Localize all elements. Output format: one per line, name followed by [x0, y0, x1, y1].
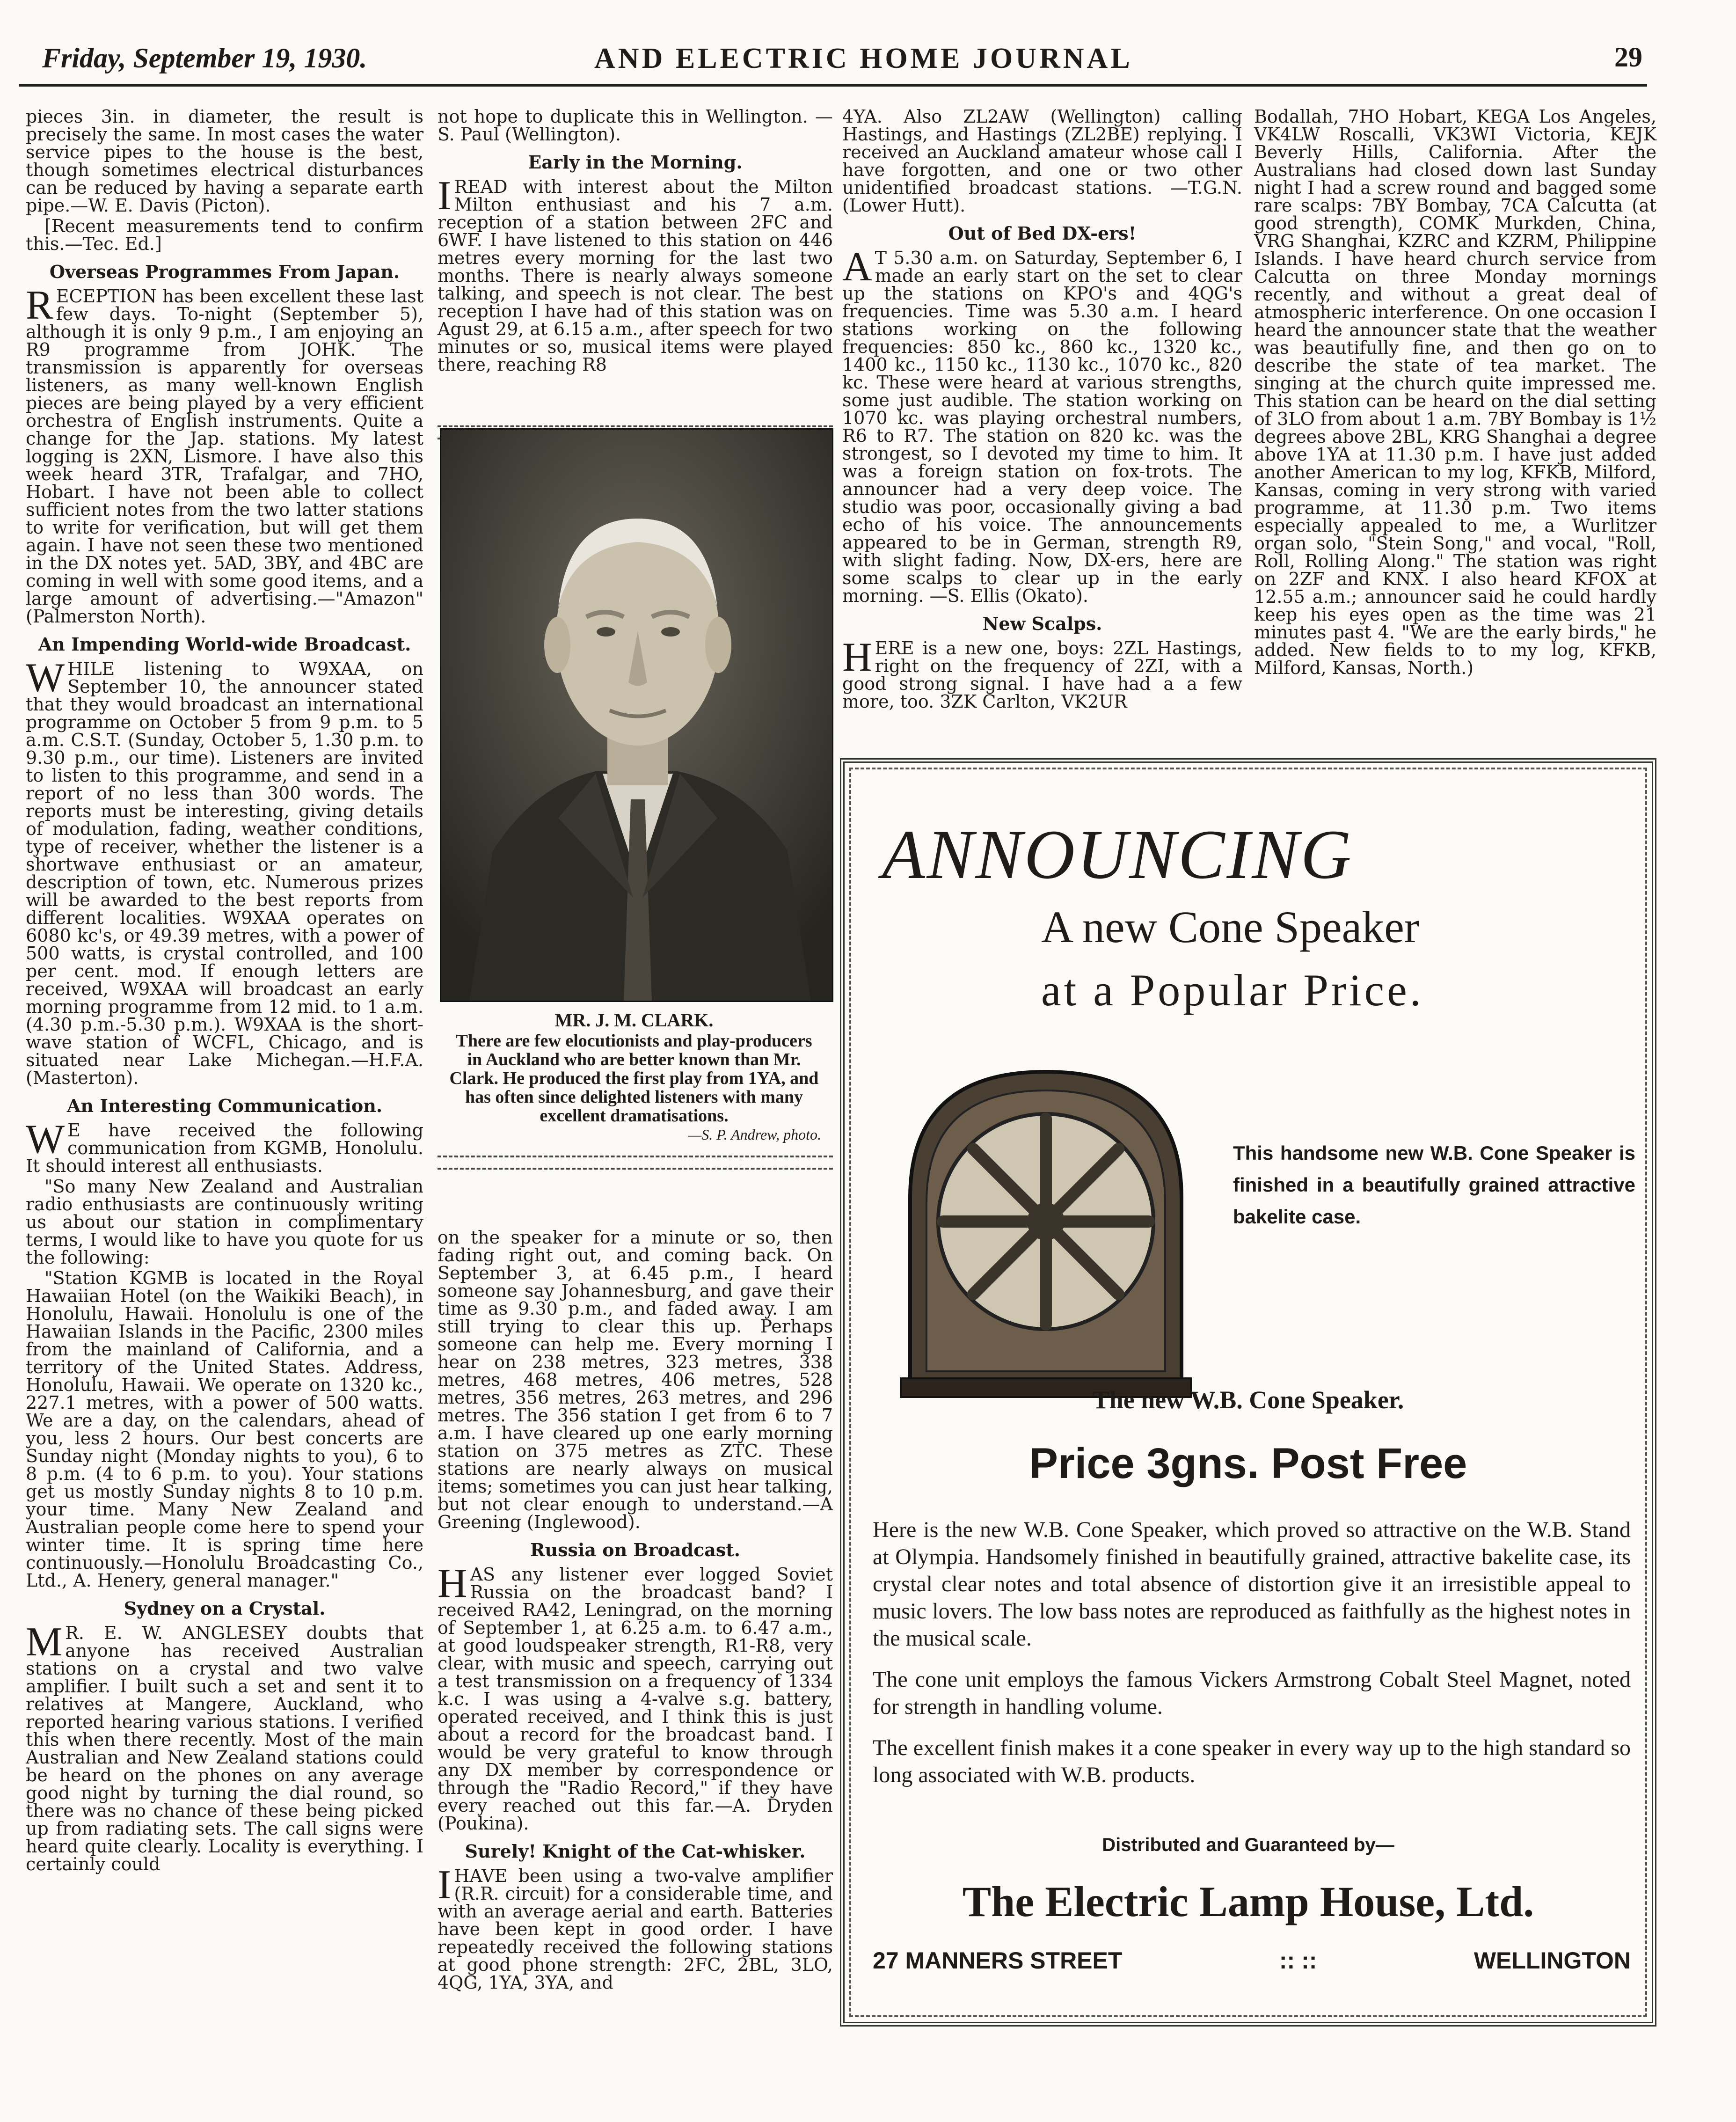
article-text: not hope to duplicate this in Wellington. —S. Paul (Wellington). — [438, 106, 833, 145]
article-heading: Russia on Broadcast. — [530, 1539, 741, 1560]
ad-paragraph: The excellent finish makes it a cone speaker in every way up to the high standard so long associated with W.B. products. — [873, 1735, 1631, 1787]
ad-subheading: at a Popular Price. — [1041, 965, 1424, 1015]
ad-headline: ANNOUNCING — [882, 816, 1353, 893]
article-text: 4YA. Also ZL2AW (Wellington) calling Hastings, and Hastings (ZL2BE) replying. I received an Auckland amateur whose call I have forgotten, and one or two other unidentified broadcast stations. —T.G.N. (Lower Hutt). — [842, 106, 1242, 216]
article-text: WHILE listening to W9XAA, on September 10, the announcer stated that they would broadcast an international programme on October 5 from 9 p.m. to 5 a.m. C.S.T. (Sunday, October 5, 1.30 p.m. to 9.30 p.m., our time). Listeners are invited to listen to this programme, and send in a report of no less than 300 words. The reports must be interesting, giving details of modulation, fading, weather conditions, type of receiver, whether the listener is a shortwave enthusiast or an amateur, description of town, etc. Numerous prizes will be awarded to the best reports from different localities. W9XAA operates on 6080 kc's, or 49.39 metres, with a power of 500 watts, is crystal controlled, and 100 per cent. mod. If enough letters are received, W9XAA will broadcast an early morning programme from 12 mid. to 1 a.m. (4.30 p.m.-5.30 p.m.). W9XAA is the short-wave station of WCFL, Chicago, and is situated near Lake Michegan.—H.F.A. (Masterton). — [26, 655, 423, 1088]
article-heading: Overseas Programmes From Japan. — [49, 261, 400, 282]
article-text: Bodallah, 7HO Hobart, KEGA Los Angeles, VK4LW Roscalli, VK3WI Victoria, KEJK Beverly Hills, California. After the Australians had closed down last Sunday night I had a screw round and bagged some rare scalps: 7BY Bombay, 7CA Calcutta (at good strength), COMK Murkden, China, VRG Shanghai, KZRC and KZRM, Philippine Islands. I have heard church service from Calcutta on three Monday mornings recently, and without a great deal of atmospheric interference. On one occasion I heard the announcer state that the weather was beautifully fine, and then go on to describe the state of tea market. The singing at the church quite impressed me. This station can be heard on the dial setting of 3LO from about 1 a.m. 7BY Bombay is 1½ degrees above 2BL, KRG Shanghai a degree above 1YA at 11.30 p.m. I have just added another American to my log, KFKB, Milford, Kansas, coming in very strong with varied programme, at 11.30 p.m. Two items especially appealed to me, a Wurlitzer organ solo, "Stein Song," and vocal, "Roll, Roll, Rolling Along." The station was right on 2ZF and KNX. I also heard KFOX at 12.55 a.m.; announcer said he could hardly keep his eyes open as the time was 21 minutes past 4. "We are the early birds," he added. New fields to to my log, KFKB, Milford, Kansas, North.) — [1254, 106, 1656, 678]
article-text: on the speaker for a minute or so, then fading right out, and coming back. On September 3, at 6.45 p.m., I heard someone say Johannesburg, and gave their time as 9.30 p.m., and faded away. I am still trying to clear this up. Perhaps someone can help me. Every morning I hear on 238 metres, 323 metres, 338 metres, 468 metres, 406 metres, 528 metres, 356 metres, 263 metres, and 296 metres. The 356 station I get from 6 to 7 a.m. I have cleared up one early morning station on 375 metres as ZTC. These stations are nearly always on musical items; sometimes you can just hear talking, but not clear enough to understand.—A Greening (Inglewood). — [438, 1227, 833, 1532]
article-heading: Surely! Knight of the Cat-whisker. — [465, 1841, 806, 1862]
article-heading: An Impending World-wide Broadcast. — [38, 634, 411, 655]
ad-paragraph: Here is the new W.B. Cone Speaker, which proved so attractive on the W.B. Stand at Olympia. Handsomely finished in beautifully grained, attractive bakelite case, its crystal clear notes and total absence of distortion give it an irresistible appeal to music lovers. The low bass notes are reproduced as faithfully as the highest notes in the musical scale. — [873, 1517, 1631, 1651]
drop-cap: I — [438, 173, 452, 219]
drop-cap: W — [26, 1117, 65, 1162]
article-text: RECEPTION has been excellent these last few days. To-night (September 5), although it is only 9 p.m., I am enjoying an R9 programme from JOHK. The transmission is apparently for overseas listeners, as many well-known English pieces are being played by a very efficient orchestra of English instruments. Quite a change for the Jap. stations. My latest logging is 2XN, Lismore. I have also this week heard 3TR, Trafalgar, and 7HO, Hobart. I have not been able to collect sufficient notes from the two latter stations to write for verification, but will get them again. I have not seen these two mentioned in the DX notes yet. 5AD, 3BY, and 4BC are coming in well with some good items, and a large amount of advertising.—"Amazon" (Palmerston North). — [26, 283, 423, 627]
portrait-photo — [440, 428, 833, 1002]
article-heading: Out of Bed DX-ers! — [948, 223, 1137, 244]
ad-finish-text: This handsome new W.B. Cone Speaker is finished in a beautifully grained attractive bakelite case. — [1233, 1142, 1635, 1228]
caption-text: There are few elocutionists and play-producers in Auckland who are better known than Mr. Clark. He produced the first play from 1YA, and has often since delighted listeners with many excellent dramatisations. — [449, 1031, 819, 1126]
decorative-rule — [438, 1156, 833, 1170]
ad-product-name: The new W.B. Cone Speaker. — [1092, 1386, 1404, 1414]
ad-city: WELLINGTON — [1473, 1947, 1631, 1974]
column-1 — [26, 108, 423, 1876]
article-text: A T 5.30 a.m. on Saturday, September 6, I made an early start on the set to clear up the stations on KPO's and 4QG's frequencies. Time was 5.30 a.m. I heard stations working on the following frequencies: 850 kc., 860 kc., 1320 kc., 1400 kc., 1150 kc., 1130 kc., 1070 kc., 820 kc. These were heard at various strengths, some just audible. The station working on 1070 kc. was playing orchestral numbers, R6 to R7. The station on 820 kc. was the strongest, so I devoted my time to him. It was a foreign station on fox-trots. The announcer had a very deep voice. The studio was poor, occasionally giving a bad echo of his voice. The announcements appeared to be in German, strength R9, with slight fading. Now, DX-ers, here are some scalps to clear up in the early morning. —S. Ellis (Okato). — [842, 244, 1242, 606]
drop-cap: W — [26, 655, 65, 701]
ad-subheading: A new Cone Speaker — [1041, 902, 1419, 952]
drop-cap: H — [842, 635, 872, 680]
cone-speaker-illustration — [882, 1044, 1210, 1418]
drop-cap: M — [26, 1619, 63, 1665]
column-2-top — [438, 108, 833, 376]
article-heading: New Scalps. — [982, 613, 1102, 634]
drop-cap: H — [438, 1561, 467, 1606]
page-header — [19, 33, 1647, 87]
ad-separator: :: :: — [1279, 1947, 1317, 1974]
article-text: IHAVE been using a two-valve amplifier (R.R. circuit) for a considerable time, and with an average aerial and earth. Batteries have been kept in good order. I have repeatedly received the following stations at good phone strength: 2FC, 2BL, 3LO, 4QG, 1YA, 3YA, and — [438, 1862, 833, 1993]
portrait-image — [441, 430, 832, 1001]
article-text: HERE is a new one, boys: 2ZL Hastings, right on the frequency of 2ZI, with a good strong signal. I have had a a few more, too. 3ZK Carlton, VK2UR — [842, 635, 1242, 712]
drop-cap: R — [26, 283, 53, 328]
ad-street: 27 MANNERS STREET — [873, 1947, 1123, 1974]
article-text: IREAD with interest about the Milton Milton enthusiast and his 7 a.m. reception of a station between 2FC and 6WF. I have listened to this station on 446 metres every morning for the last two months. There is nearly always someone talking, and speech is not clear. The best reception I have had of this station was on Agust 29, at 6.15 a.m., after speech for two minutes or so, musical items were played there, reaching R8 — [438, 173, 833, 375]
ad-description — [873, 1516, 1631, 1803]
editor-note: [Recent measurements tend to confirm this.—Tec. Ed.] — [26, 216, 423, 254]
caption-title: MR. J. M. CLARK. — [554, 1010, 714, 1031]
column-2-bottom — [438, 1229, 833, 1994]
speaker-advertisement — [840, 758, 1656, 2027]
photo-credit: —S. P. Andrew, photo. — [688, 1126, 821, 1143]
column-4 — [1254, 108, 1656, 680]
article-heading: Sydney on a Crystal. — [124, 1598, 326, 1619]
ad-company-name: The Electric Lamp House, Ltd. — [962, 1878, 1534, 1925]
drop-cap: I — [438, 1862, 452, 1908]
column-3 — [842, 108, 1242, 713]
ad-price: Price 3gns. Post Free — [1029, 1440, 1467, 1487]
portrait-photo-block — [438, 419, 833, 1191]
ad-paragraph: The cone unit employs the famous Vickers Armstrong Cobalt Steel Magnet, noted for strength in handling volume. — [873, 1667, 1631, 1719]
article-heading: An Interesting Communication. — [66, 1095, 383, 1116]
drop-cap: A — [842, 244, 872, 290]
article-heading: Early in the Morning. — [528, 152, 743, 173]
article-text: "So many New Zealand and Australian radio enthusiasts are continuously writing us about our station in complimentary terms, I would like to have you quote for us the following: — [26, 1176, 423, 1268]
journal-title: AND ELECTRIC HOME JOURNAL — [594, 43, 1133, 74]
article-text: "Station KGMB is located in the Royal Hawaiian Hotel (on the Waikiki Beach), in Honolulu, Hawaii. Honolulu is one of the Hawaiian Islands in the Pacific, 2300 miles from the mainland of California, and a territory of the United States. Address, Honolulu, Hawaii. We operate on 1320 kc., 227.1 metres, with a power of 500 watts. We are a day, on the calendars, ahead of you, less 2 hours. Our best concerts are Sunday night (Monday nights to you), 6 to 8 p.m. (4 to 6 p.m. to you). Your stations get us mostly Sunday nights 8 to 10 p.m. your time. Many New Zealand and Australian people come here to spend your winter time. It is spring time here continuously.—Honolulu Broadcasting Co., Ltd., A. Henery, general manager." — [26, 1268, 423, 1591]
ad-address — [873, 1947, 1631, 1974]
article-text: W E have received the following communication from KGMB, Honolulu. It should interest all enthusiasts. — [26, 1117, 423, 1176]
issue-date: Friday, September 19, 1930. — [42, 43, 367, 73]
ad-distributor-label: Distributed and Guaranteed by— — [1102, 1835, 1394, 1855]
page-number: 29 — [1614, 42, 1642, 73]
article-text: pieces 3in. in diameter, the result is precisely the same. In most cases the water service pipes to the house is the best, though sometimes electrical disturbances can be reduced by having a separate earth pipe.—W. E. Davis (Picton). — [26, 106, 423, 216]
article-text: HAS any listener ever logged Soviet Russia on the broadcast band? I received RA42, Leningrad, on the morning of September 1, at 6.25 a.m. to 6.47 a.m., at good loudspeaker strength, R1-R8, very clear, with music and speech, carrying out a test transmission on a frequency of 1334 k.c. I was using a 4-valve s.g. battery, operated received, and I think this is just about a record for the broadcast band. I would be very grateful to know through any DX member by correspondence or through the "Radio Record," if they have every reached out this far.—A. Dryden (Poukina). — [438, 1561, 833, 1834]
photo-caption — [447, 1011, 821, 1144]
article-text: M R. E. W. ANGLESEY doubts that anyone has received Australian stations on a crystal and two valve amplifier. I built such a set and sent it to relatives at Mangere, Auckland, who reported hearing various stations. I verified this when there recently. Most of the main Australian and New Zealand stations could be heard on the phones on any average good night by turning the dial round, so there was no chance of these being picked up from radiating sets. The call signs were heard quite clearly. Locality is everything. I certainly could — [26, 1619, 423, 1874]
